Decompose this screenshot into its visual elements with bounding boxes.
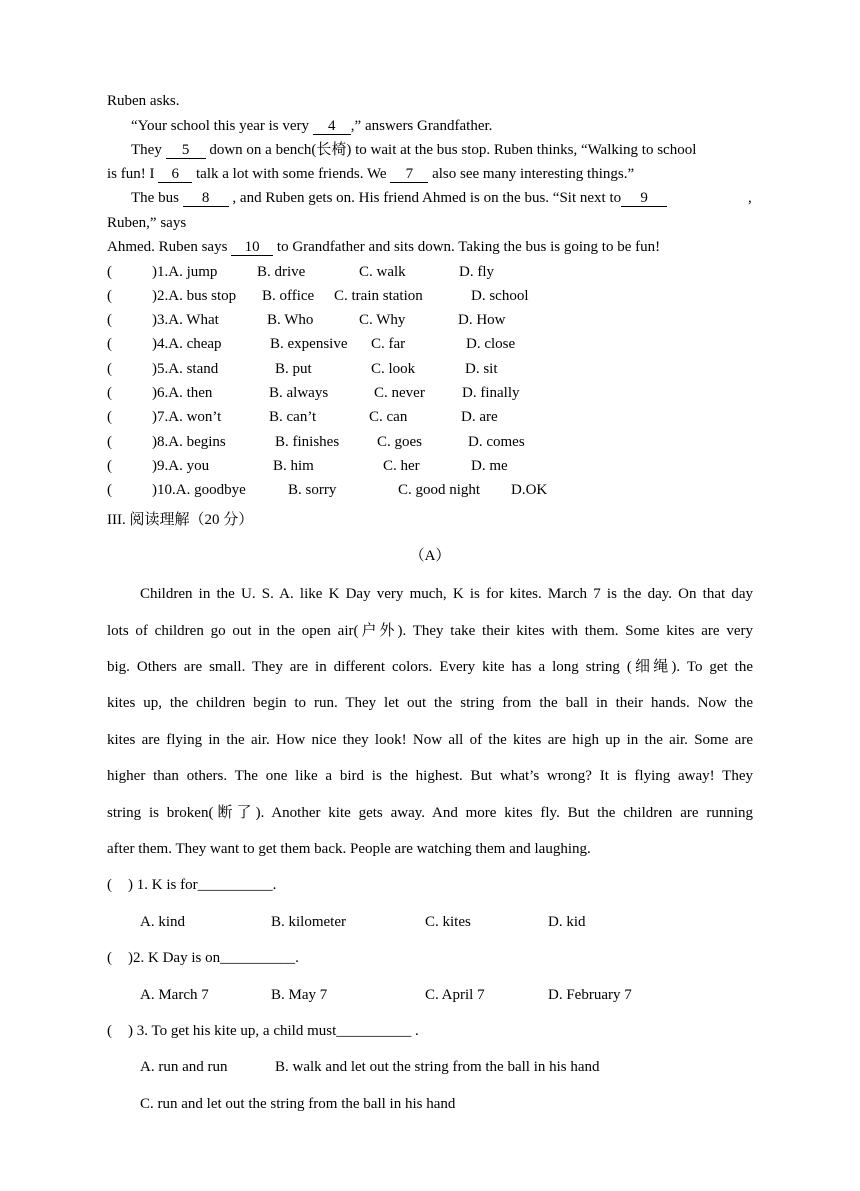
option-b[interactable]: B. office [262,288,315,304]
option-d[interactable]: D. finally [462,385,520,401]
passage-line: big. Others are small. They are in different colors. Every kite has a long string (细绳). To get the [107,659,753,675]
cloze-text: “Your school this year is very [131,118,310,134]
option-d[interactable]: D. school [471,288,529,304]
option-a[interactable]: )9.A. you [152,458,210,474]
option-d[interactable]: D.OK [511,482,548,498]
option-d[interactable]: D. sit [465,361,498,377]
cloze-text: talk a lot with some friends. We [196,166,387,182]
answer-paren[interactable]: ( [107,336,112,352]
option-c[interactable]: C. good night [398,482,481,498]
blank-7[interactable]: 7 [390,166,428,183]
cloze-line-1 [131,116,492,136]
option-c[interactable]: C. far [371,336,406,352]
option-c[interactable]: C. her [383,458,420,474]
answer-paren[interactable]: ( [107,434,112,450]
answer-paren[interactable]: ( [107,1023,112,1039]
cloze-text: Ahmed. Ruben says [107,239,228,255]
option-b[interactable]: B. Who [267,312,314,328]
passage-line: lots of children go out in the open air(户外). They take their kites with them. Some kites are very [107,623,753,639]
option-d[interactable]: D. February 7 [548,987,632,1003]
cloze-text: also see many interesting things.” [432,166,635,182]
option-a[interactable]: )3.A. What [152,312,219,328]
option-b[interactable]: B. kilometer [271,914,346,930]
passage-line: string is broken(断了). Another kite gets away. And more kites fly. But the children are running [107,805,753,821]
answer-paren[interactable]: ( [107,361,112,377]
option-a[interactable]: )5.A. stand [152,361,219,377]
option-b[interactable]: B. finishes [275,434,340,450]
question-stem: ) 3. To get his kite up, a child must__________ . [128,1023,419,1039]
option-a[interactable]: )7.A. won’t [152,409,222,425]
option-a[interactable]: )10.A. goodbye [152,482,246,498]
option-a[interactable]: )8.A. begins [152,434,226,450]
option-d[interactable]: D. comes [468,434,525,450]
answer-paren[interactable]: ( [107,950,112,966]
cloze-text: They [131,142,162,158]
option-c[interactable]: C. kites [425,914,471,930]
answer-paren[interactable]: ( [107,482,112,498]
passage-line: Children in the U. S. A. like K Day very much, K is for kites. March 7 is the day. On that day [140,586,753,602]
answer-paren[interactable]: ( [107,458,112,474]
blank-8[interactable]: 8 [183,190,229,207]
cloze-text: The bus [131,190,179,206]
cloze-text: to Grandfather and sits down. Taking the bus is going to be fun! [276,239,661,255]
answer-paren[interactable]: ( [107,288,112,304]
option-c[interactable]: C. walk [359,264,406,280]
option-c[interactable]: C. Why [359,312,406,328]
cloze-line-5 [107,213,186,233]
option-b[interactable]: B. him [273,458,314,474]
question-stem: )2. K Day is on__________. [128,950,299,966]
answer-paren[interactable]: ( [107,877,112,893]
option-a[interactable]: )4.A. cheap [152,336,222,352]
question-stem: ) 1. K is for__________. [128,877,277,893]
cloze-line-6 [107,237,660,257]
option-d[interactable]: D. close [466,336,516,352]
cloze-text: , [748,190,752,206]
passage-line: kites are flying in the air. How nice they look! Now all of the kites are high up in the air. Some are [107,732,753,748]
cloze-text: Ruben,” says [107,215,187,231]
option-a[interactable]: )2.A. bus stop [152,288,237,304]
option-d[interactable]: D. are [461,409,498,425]
option-b[interactable]: B. walk and let out the string from the ball in his hand [275,1059,600,1075]
cloze-line-2 [131,140,696,160]
answer-paren[interactable]: ( [107,312,112,328]
answer-paren[interactable]: ( [107,409,112,425]
blank-6[interactable]: 6 [158,166,192,183]
cloze-text: ,” answers Grandfather. [350,118,493,134]
answer-paren[interactable]: ( [107,385,112,401]
cloze-line-4-comma [748,188,752,208]
part-label: （A） [409,548,451,564]
option-c[interactable]: C. never [374,385,425,401]
cloze-text: , and Ruben gets on. His friend Ahmed is on the bus. “Sit next to [232,190,622,206]
cloze-line-4 [131,188,667,208]
option-d[interactable]: D. How [458,312,506,328]
option-c[interactable]: C. look [371,361,416,377]
option-b[interactable]: B. sorry [288,482,337,498]
passage-line: kites up, the children begin to run. They let out the string from the ball in their hands. Now the [107,695,753,711]
cloze-text: Ruben asks. [107,93,180,109]
option-a[interactable]: )6.A. then [152,385,213,401]
option-a[interactable]: A. run and run [140,1059,228,1075]
cloze-line-3 [107,164,634,184]
blank-4[interactable]: 4 [313,118,351,135]
section-heading: III. 阅读理解（20 分） [107,512,254,528]
option-a[interactable]: A. March 7 [140,987,209,1003]
cloze-text: down on a bench(长椅) to wait at the bus stop. Ruben thinks, “Walking to school [209,142,697,158]
passage-line: higher than others. The one like a bird is the highest. But what’s wrong? It is flying away! They [107,768,753,784]
option-c[interactable]: C. can [369,409,408,425]
blank-10[interactable]: 10 [231,239,273,256]
cloze-text: is fun! I [107,166,155,182]
option-b[interactable]: B. May 7 [271,987,328,1003]
option-c[interactable]: C. run and let out the string from the ball in his hand [140,1096,456,1112]
option-a[interactable]: )1.A. jump [152,264,218,280]
blank-5[interactable]: 5 [166,142,206,159]
option-d[interactable]: D. me [471,458,508,474]
option-d[interactable]: D. fly [459,264,494,280]
blank-9[interactable]: 9 [621,190,667,207]
answer-paren[interactable]: ( [107,264,112,280]
option-a[interactable]: A. kind [140,914,185,930]
option-b[interactable]: B. expensive [270,336,348,352]
passage-line: after them. They want to get them back. People are watching them and laughing. [107,841,591,857]
option-b[interactable]: B. put [275,361,312,377]
option-b[interactable]: B. can’t [269,409,317,425]
option-b[interactable]: B. always [269,385,329,401]
cloze-line-0 [107,91,180,111]
option-c[interactable]: C. train station [334,288,423,304]
option-c[interactable]: C. April 7 [425,987,485,1003]
option-b[interactable]: B. drive [257,264,306,280]
option-c[interactable]: C. goes [377,434,422,450]
option-d[interactable]: D. kid [548,914,586,930]
